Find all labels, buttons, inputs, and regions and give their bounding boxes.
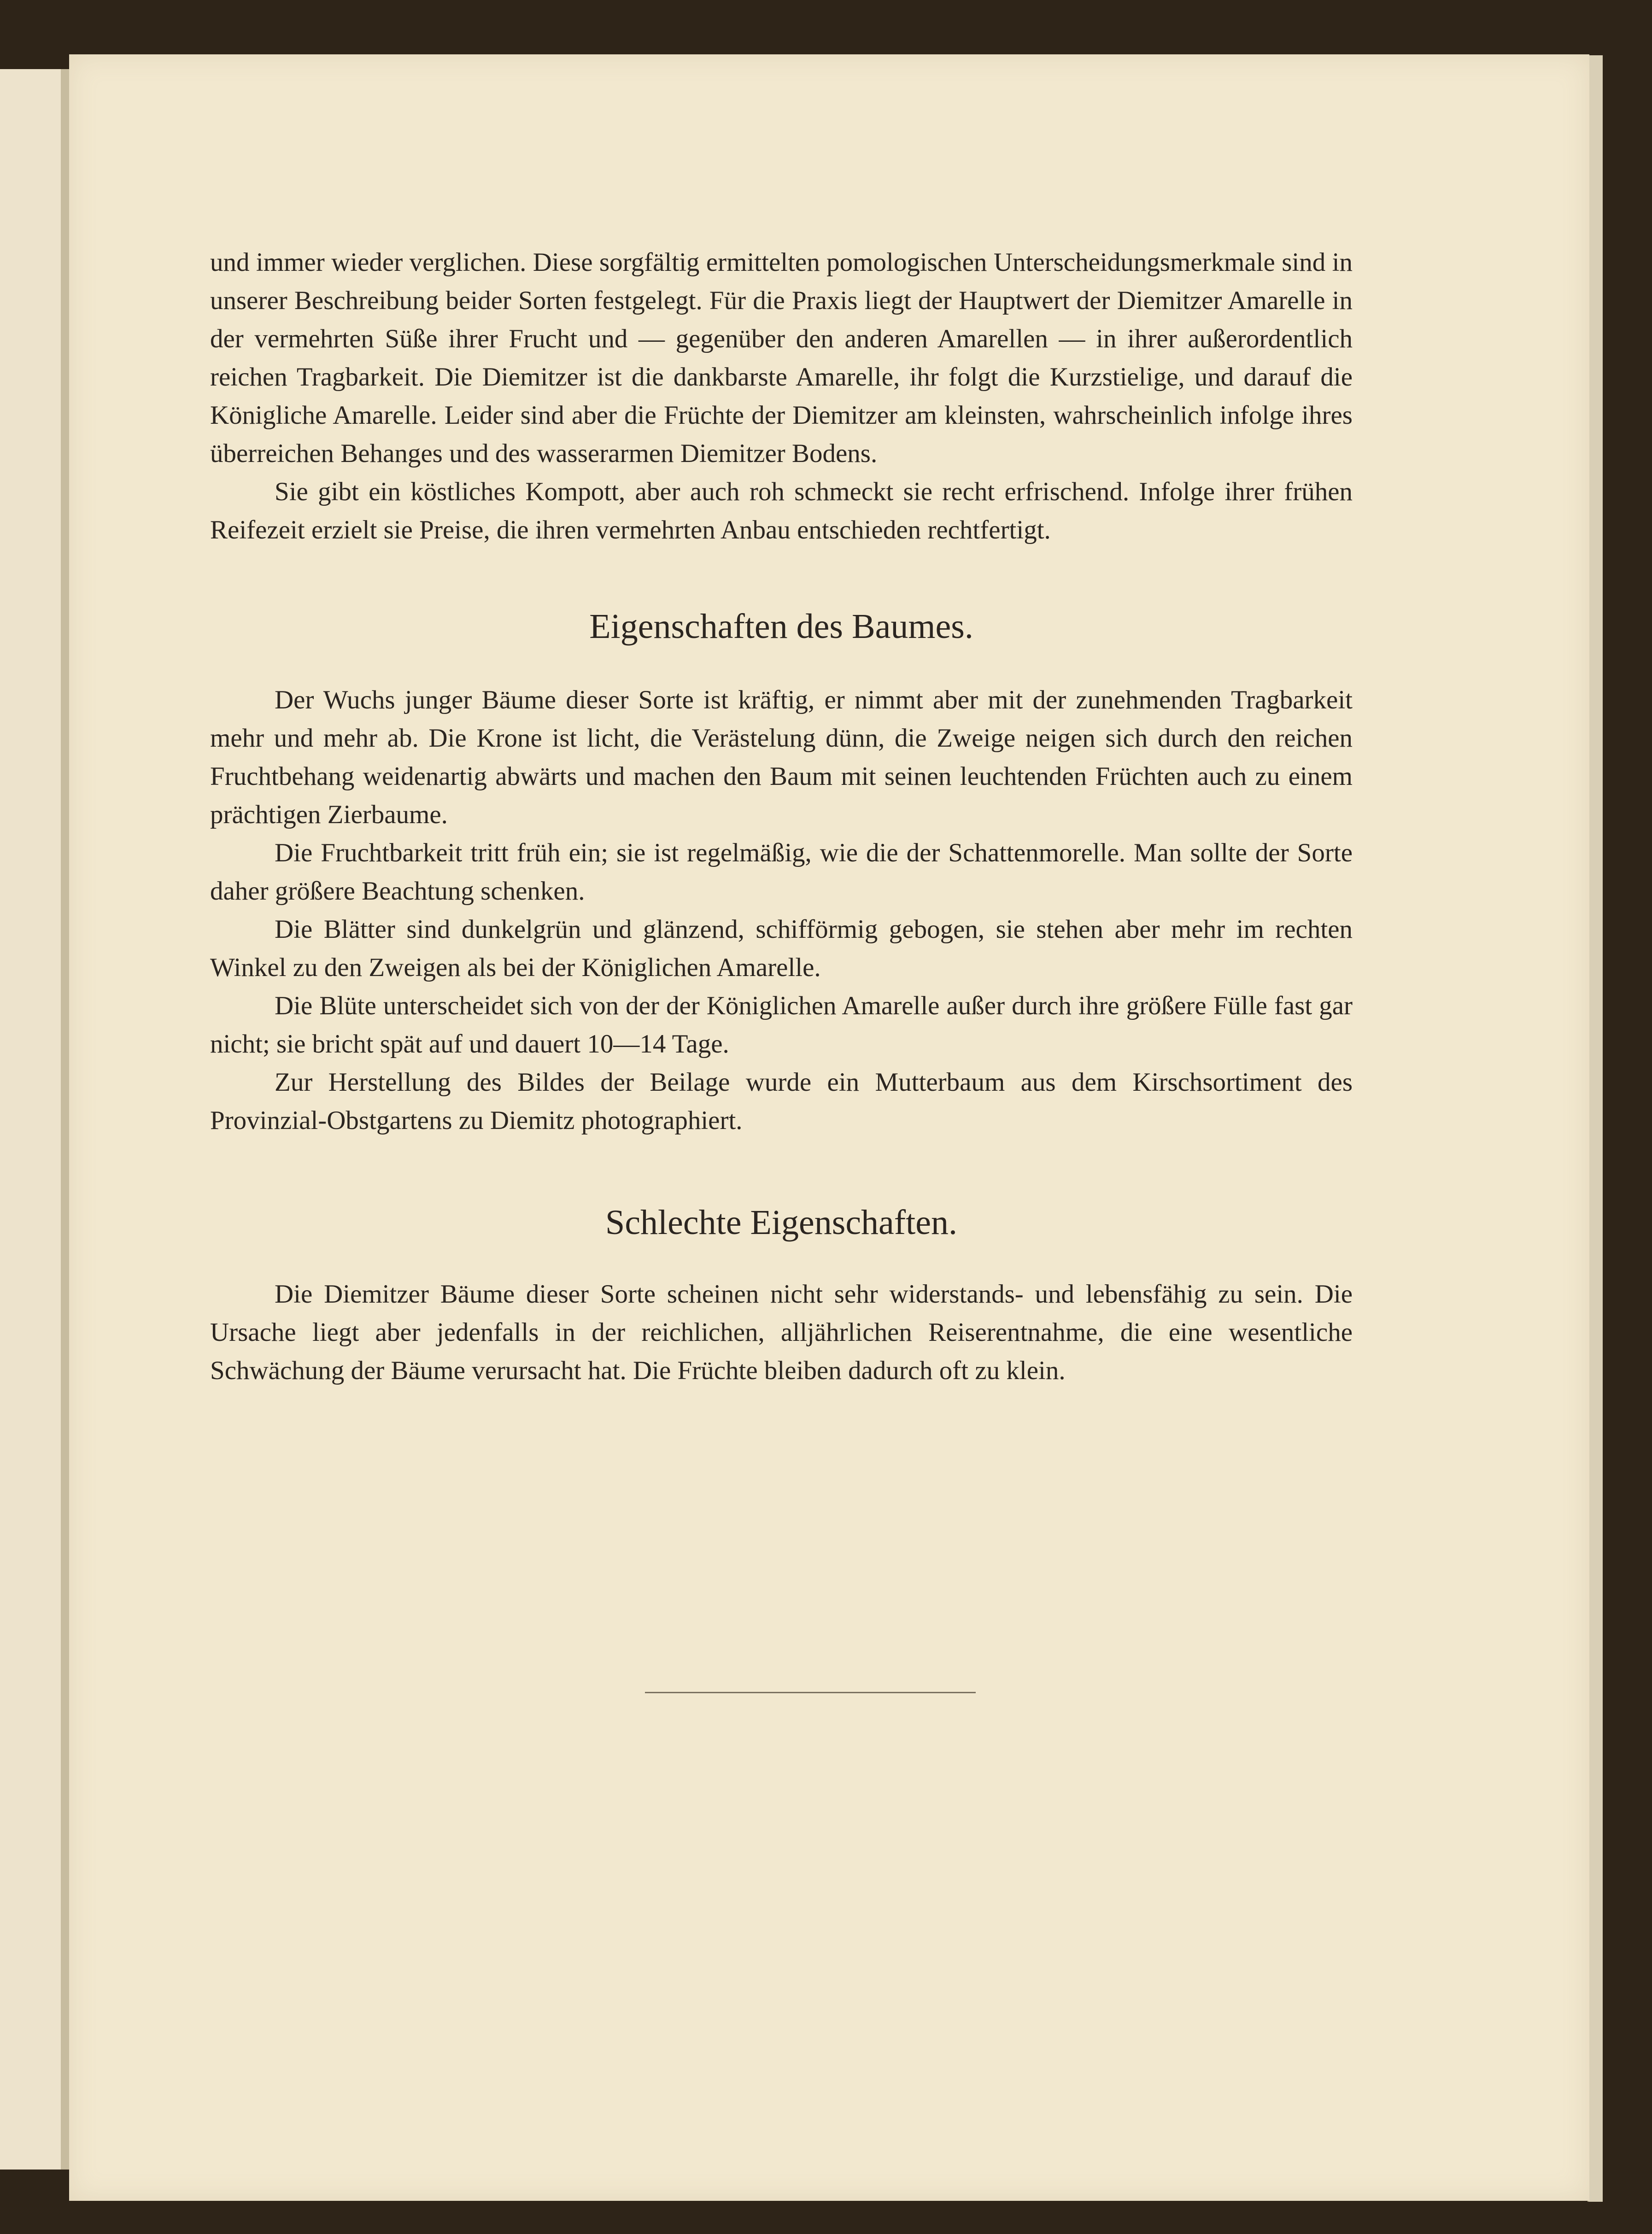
page-stack-edge — [1588, 55, 1603, 2202]
left-page-edge — [0, 69, 66, 2170]
closing-rule — [645, 1692, 976, 1693]
tree-paragraph-3: Die Blätter sind dunkelgrün und glänzend, schifförmig gebogen, sie stehen aber mehr im rechten Winkel zu den Zweigen als bei der Königlichen Amarelle. — [210, 915, 1353, 982]
section-heading-tree: Eigenschaften des Baumes. — [589, 607, 973, 646]
book-page — [69, 54, 1589, 2201]
intro-paragraph-1: und immer wieder verglichen. Diese sorgfältig ermittelten pomologischen Unterscheidungsmerkmale sind in unserer Beschreibung beider Sorten festgelegt. Für die Praxis liegt der Hauptwert der Diemitzer Amarelle in der vermehrten Süße ihrer Frucht und — gegenüber den anderen Amarellen — in ihrer außerordentlich reichen Tragbarkeit. Die Diemitzer ist die dankbarste Amarelle, ihr folgt die Kurzstielige, und darauf die Königliche Amarelle. Leider sind aber die Früchte der Diemitzer am kleinsten, wahrscheinlich infolge ihres überreichen Behanges und des wasserarmen Diemitzer Bodens. — [210, 248, 1353, 468]
page-text — [210, 243, 1353, 1390]
intro-paragraph-2: Sie gibt ein köstliches Kompott, aber auch roh schmeckt sie recht erfrischend. Infolge ihrer frühen Reifezeit erzielt sie Preise, die ihren vermehrten Anbau entschieden rechtfertigt. — [210, 477, 1353, 544]
tree-paragraph-5: Zur Herstellung des Bildes der Beilage wurde ein Mutterbaum aus dem Kirschsortiment des Provinzial-Obstgartens zu Diemitz photographiert. — [210, 1068, 1353, 1135]
tree-paragraph-1: Der Wuchs junger Bäume dieser Sorte ist kräftig, er nimmt aber mit der zunehmenden Tragbarkeit mehr und mehr ab. Die Krone ist licht, die Verästelung dünn, die Zweige neigen sich durch den reichen Fruchtbehang weidenartig abwärts und machen den Baum mit seinen leuchtenden Früchten auch zu einem prächtigen Zierbaume. — [210, 685, 1353, 829]
section-heading-bad-properties: Schlechte Eigenschaften. — [605, 1203, 957, 1242]
tree-paragraph-2: Die Fruchtbarkeit tritt früh ein; sie ist regelmäßig, wie die der Schattenmorelle. Man sollte der Sorte daher größere Beachtung schenken. — [210, 838, 1353, 906]
bad-properties-paragraph: Die Diemitzer Bäume dieser Sorte scheinen nicht sehr widerstands- und lebensfähig zu sein. Die Ursache liegt aber jedenfalls in der reichlichen, alljährlichen Reiserentnahme, die eine wesentliche Schwächung der Bäume verursacht hat. Die Früchte bleiben dadurch oft zu klein. — [210, 1280, 1353, 1385]
tree-paragraph-4: Die Blüte unterscheidet sich von der der Königlichen Amarelle außer durch ihre größere Fülle fast gar nicht; sie bricht spät auf und dauert 10—14 Tage. — [210, 991, 1353, 1059]
